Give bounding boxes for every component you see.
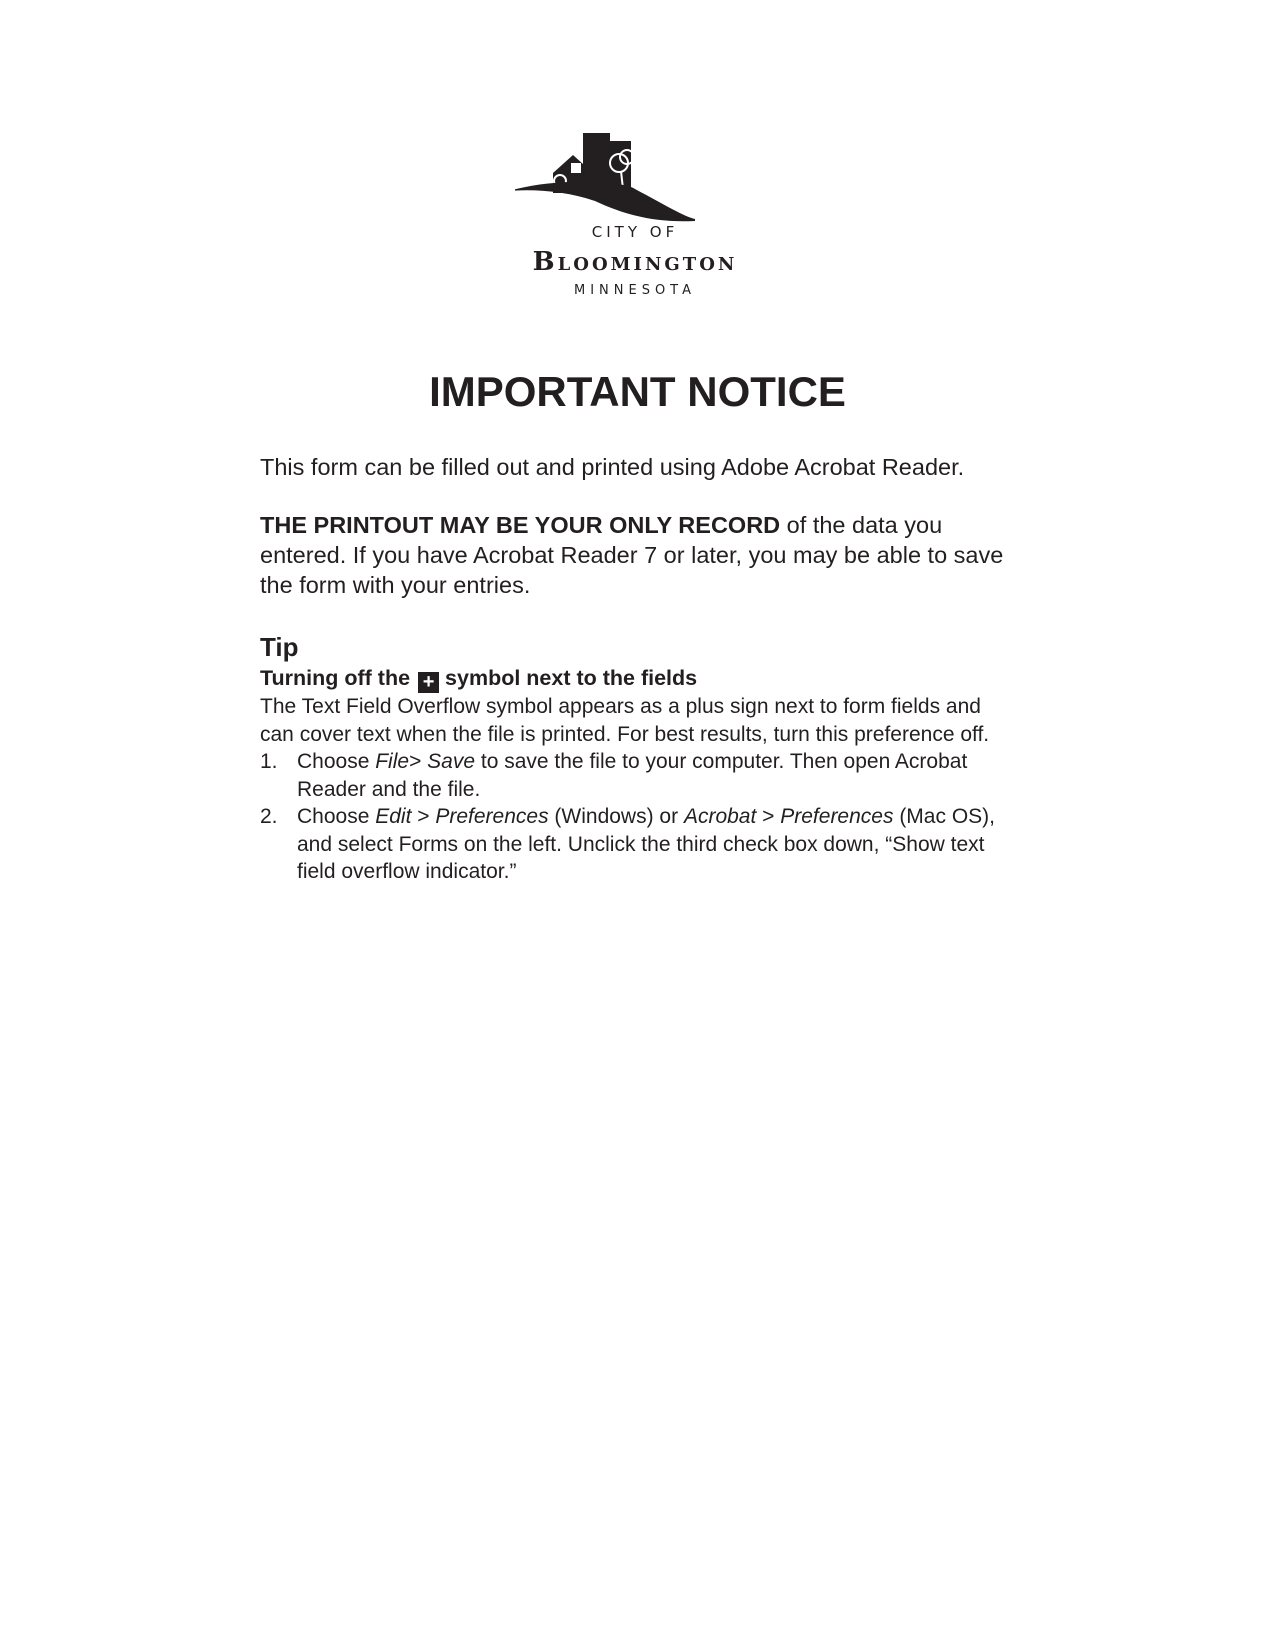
list-item [260,803,1020,886]
plus-icon: + [418,672,439,693]
tip-subheading [260,664,1020,693]
logo-bloomington: Bloomington [532,247,738,277]
step-text: > [411,805,436,828]
step-menu-file: File [375,750,410,773]
step-text: to save the file to your computer. Then open Acrobat Reader and the file. [297,750,968,801]
step-menu-save: Save [427,750,476,773]
step-text: (Mac OS), and select Forms on the left. Unclick the third check box down, “Show text field overflow indicator.” [297,805,995,883]
intro-paragraph: This form can be filled out and printed using Adobe Acrobat Reader. [260,454,965,480]
step-menu-acrobat: Acrobat [683,805,757,828]
city-logo [515,125,755,305]
tip-sub-before: Turning off the [260,666,411,690]
record-rest: of the data you entered. If you have Acrobat Reader 7 or later, you may be able to save the form with your entries. [260,512,1004,598]
step-number: 1. [260,750,278,773]
logo-city-of: CITY OF [591,223,679,241]
logo-minnesota: MINNESOTA [573,283,697,298]
step-number: 2. [260,805,278,828]
record-paragraph [260,510,1020,600]
tip-body: The Text Field Overflow symbol appears as a plus sign next to form fields and can cover text when the file is printed. For best results, turn this preference off. [260,695,990,746]
tip-heading: Tip [260,632,299,662]
record-warning: THE PRINTOUT MAY BE YOUR ONLY RECORD [260,512,781,538]
steps-list [260,748,1020,886]
step-text: > [409,750,428,773]
step-menu-edit: Edit [375,805,412,828]
step-text: Choose [297,805,376,828]
notice-body [260,452,1020,886]
step-text: (Windows) or [548,805,684,828]
city-skyline-emblem-icon [515,125,755,225]
page-title: IMPORTANT NOTICE [429,368,846,415]
step-menu-preferences: Preferences [780,805,894,828]
step-menu-preferences: Preferences [435,805,549,828]
list-item [260,748,1020,803]
step-text: Choose [297,750,376,773]
step-text: > [756,805,781,828]
tip-sub-after: symbol next to the fields [445,666,698,690]
